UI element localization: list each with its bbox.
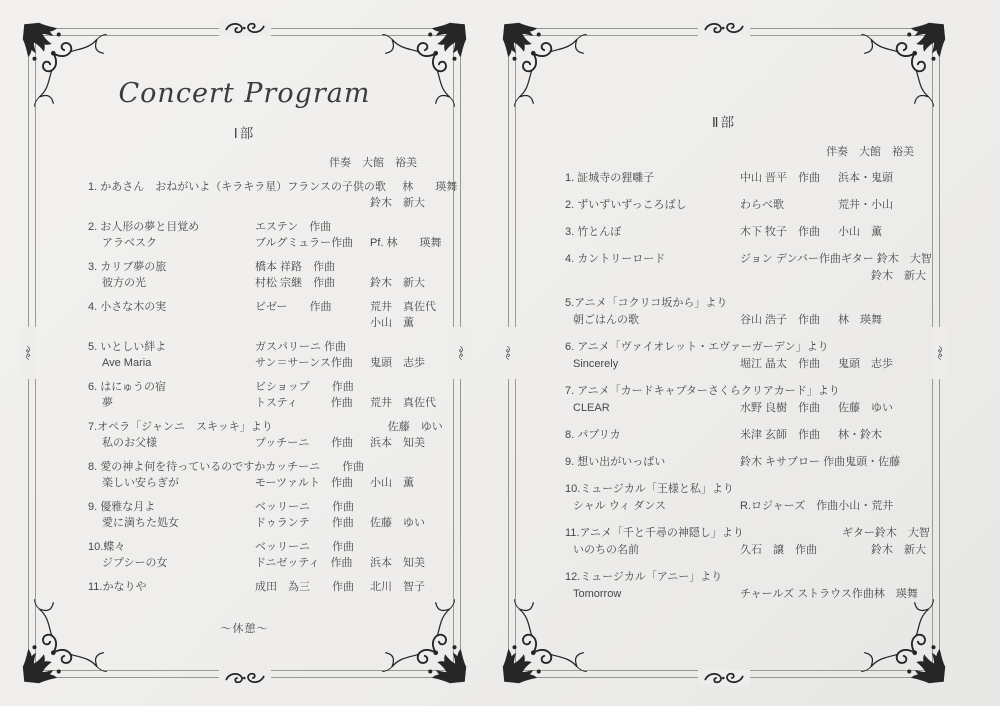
scroll-ornament-icon (698, 670, 750, 686)
program-line (88, 275, 457, 291)
composer-name: フランスの子供の歌 (287, 181, 386, 193)
program-line (565, 356, 936, 373)
composer-name: エステン 作曲 (255, 221, 332, 233)
composer-name: 谷山 浩子 作曲 (740, 314, 821, 326)
composer-name: トスティ 作曲 (255, 397, 353, 409)
program-line (88, 435, 457, 451)
song-title: 2. ずいずいずっころばし (565, 199, 687, 211)
composer-name: 水野 良樹 作曲 (740, 402, 821, 414)
program-item (88, 339, 457, 371)
scroll-ornament-icon (219, 670, 271, 686)
program-line (88, 379, 457, 395)
performer-name: 荒井 真佐代 (370, 301, 436, 313)
song-title: 11.アニメ「千と千尋の神隠し」より (565, 527, 744, 539)
program-item (565, 525, 936, 559)
song-title (88, 195, 255, 211)
left-page (28, 28, 461, 678)
song-title: 10.ミュージカル「王様と私」より (565, 483, 734, 495)
composer-name: モーツァルト 作曲 (255, 477, 354, 489)
song-title: 2. お人形の夢と目覚め (88, 221, 200, 233)
section-label-part1: Ⅰ部 (233, 126, 256, 141)
program-item (565, 383, 936, 417)
song-title: アラベスク (102, 237, 157, 249)
program-line (88, 339, 457, 355)
performer-name: 林 瑛舞 (838, 314, 882, 326)
program-line (565, 197, 936, 214)
song-title: 9. 優雅な月よ (88, 501, 156, 513)
program-item (88, 419, 457, 451)
scroll-ornament-icon (500, 327, 516, 379)
performer-name: Pf. 林 瑛舞 (370, 237, 442, 249)
song-title: 楽しい安らぎが (102, 477, 179, 489)
performer-name: 北川 智子 (370, 581, 425, 593)
song-title: 1. かあさん おねがいよ（キラキラ星） (88, 181, 288, 193)
performer-name: 鬼頭・佐藤 (845, 456, 901, 468)
program-line (88, 355, 457, 371)
program-item (565, 427, 936, 444)
program-list-part2 (565, 170, 936, 613)
program-line (88, 459, 457, 475)
program-line (88, 555, 457, 571)
composer-name: ビゼー 作曲 (255, 301, 332, 313)
composer-name: 中山 晋平 作曲 (740, 172, 821, 184)
program-line (88, 235, 457, 251)
composer-name (840, 383, 938, 400)
program-item (565, 295, 936, 329)
performer-name: 浜本・鬼頭 (838, 172, 893, 184)
program-item (565, 251, 936, 285)
song-title: 9. 想い出がいっぱい (565, 456, 666, 468)
song-title: 6. はにゅうの宿 (88, 381, 167, 393)
composer-name: ガスパリーニ 作曲 (255, 341, 347, 353)
performer-name: 鬼頭 志歩 (370, 357, 425, 369)
program-item (88, 579, 457, 595)
performer-name: 林 瑛舞 (402, 181, 458, 193)
performer-name: 鈴木 新大 (838, 270, 926, 282)
composer-name: ドニゼッティ 作曲 (255, 557, 353, 569)
composer-name: 堀江 晶太 作曲 (740, 358, 821, 370)
song-title: 10.蝶々 (88, 541, 126, 553)
program-line (88, 195, 457, 211)
composer-name (740, 268, 838, 285)
song-title: 4. カントリーロード (565, 253, 666, 265)
program-list-part1 (88, 179, 457, 603)
program-line (565, 481, 936, 498)
program-item (88, 379, 457, 411)
program-item (565, 339, 936, 373)
performer-name: 浜本 知美 (370, 437, 425, 449)
song-title: 彼方の光 (102, 277, 146, 289)
program-item (565, 170, 936, 187)
performer-name: 鈴木 新大 (838, 544, 926, 556)
program-line (88, 419, 457, 435)
program-item (565, 224, 936, 241)
program-line (565, 525, 936, 542)
song-title: 11.かなりや (88, 581, 147, 593)
program-item (565, 569, 936, 603)
performer-name: 林 瑛舞 (873, 588, 918, 600)
program-title: Concert Program (118, 78, 371, 109)
composer-name: ドゥランテ 作曲 (255, 517, 354, 529)
program-line (565, 427, 936, 444)
program-line (565, 569, 936, 586)
song-title: 愛に満ちた処女 (102, 517, 179, 529)
accompanist-credit: 伴奏 大館 裕美 (329, 157, 417, 169)
program-line (565, 498, 936, 515)
program-item (88, 259, 457, 291)
program-line (565, 542, 936, 559)
program-line (88, 299, 457, 315)
song-title: 7.オペラ「ジャンニ スキッキ」より (88, 421, 273, 433)
program-item (565, 454, 936, 471)
composer-name: チャールズ ストラウス作曲 (740, 588, 874, 600)
composer-name: プッチーニ 作曲 (255, 437, 354, 449)
song-title: Ave Maria (102, 357, 152, 369)
program-item (565, 481, 936, 515)
program-line (565, 295, 936, 312)
program-line (88, 259, 457, 275)
program-line (88, 395, 457, 411)
song-title: 5. いとしい絆よ (88, 341, 167, 353)
song-title: CLEAR (573, 402, 610, 414)
song-title: 8. パプリカ (565, 429, 621, 441)
program-line (565, 224, 936, 241)
composer-name: サン＝サーンス作曲 (255, 357, 353, 369)
song-title: Tomorrow (573, 588, 622, 600)
song-title: 夢 (102, 397, 113, 409)
composer-name: ビショップ 作曲 (255, 381, 354, 393)
composer-name: ブルグミュラー作曲 (255, 237, 354, 249)
program-item (88, 539, 457, 571)
song-title: 6. アニメ「ヴァイオレット・エヴァーガーデン」より (565, 341, 829, 353)
song-title: 3. カリブ夢の旅 (88, 261, 167, 273)
program-item (565, 197, 936, 214)
program-line (565, 339, 936, 356)
song-title (88, 315, 255, 331)
song-title: 1. 証城寺の狸囃子 (565, 172, 655, 184)
program-line (88, 315, 457, 331)
program-item (88, 179, 457, 211)
composer-name: ベッリーニ 作曲 (255, 541, 354, 553)
performer-name: 荒井 真佐代 (370, 397, 436, 409)
composer-name (255, 315, 370, 331)
performer-name: 小山 薫 (370, 317, 414, 329)
composer-name: 村松 宗継 作曲 (255, 277, 336, 289)
composer-name (744, 525, 842, 542)
composer-name (740, 569, 838, 586)
composer-name (740, 295, 838, 312)
section-label-part2: Ⅱ部 (711, 115, 737, 130)
program-line (88, 579, 457, 595)
program-line (88, 219, 457, 235)
program-line (88, 499, 457, 515)
composer-name: 久石 譲 作曲 (740, 544, 817, 556)
song-title: 8. 愛の神よ何を待っているのですか (88, 461, 266, 473)
accompanist-credit: 伴奏 大館 裕美 (826, 146, 914, 158)
performer-name: 鈴木 新大 (370, 277, 425, 289)
program-line (565, 312, 936, 329)
performer-name: 鬼頭 志歩 (838, 358, 893, 370)
song-title: 12.ミュージカル「アニー」より (565, 571, 723, 583)
song-title: いのちの名前 (573, 544, 639, 556)
composer-name: わらべ歌 (740, 199, 784, 211)
composer-name: R.ロジャーズ 作曲 (740, 500, 839, 512)
program-line (565, 268, 936, 285)
program-line (88, 179, 457, 195)
song-title: 3. 竹とんぼ (565, 226, 622, 238)
program-line (565, 586, 936, 603)
performer-name: 浜本 知美 (370, 557, 425, 569)
program-item (88, 219, 457, 251)
composer-name: ベッリーニ 作曲 (255, 501, 354, 513)
scroll-ornament-icon (20, 327, 36, 379)
song-title: 7. アニメ「カードキャプターさくらクリアカード」より (565, 385, 840, 397)
program-item (88, 499, 457, 531)
composer-name (273, 419, 388, 435)
program-item (88, 299, 457, 331)
song-title: Sincerely (573, 358, 619, 370)
composer-name: 橋本 祥路 作曲 (255, 261, 336, 273)
program-line (565, 400, 936, 417)
program-line (88, 475, 457, 491)
program-line (88, 539, 457, 555)
song-title (565, 268, 740, 285)
song-title: ジプシーの女 (102, 557, 168, 569)
composer-name: 成田 為三 作曲 (255, 581, 354, 593)
song-title: 私のお父様 (102, 437, 157, 449)
song-title: 4. 小さな木の実 (88, 301, 167, 313)
performer-name: ギター鈴木 大智 (841, 527, 930, 539)
composer-name (829, 339, 927, 356)
composer-name: 鈴木 キサブロー 作曲 (740, 456, 846, 468)
program-line (565, 454, 936, 471)
program-item (88, 459, 457, 491)
composer-name (255, 195, 370, 211)
performer-name: 林・鈴木 (838, 429, 882, 441)
scroll-ornament-icon (219, 20, 271, 36)
composer-name: 木下 牧子 作曲 (740, 226, 821, 238)
composer-name: 米津 玄師 作曲 (740, 429, 821, 441)
composer-name: ジョン デンバー作曲 (740, 253, 841, 265)
performer-name: 佐藤 ゆい (838, 402, 893, 414)
program-line (565, 251, 936, 268)
performer-name: 佐藤 ゆい (370, 517, 425, 529)
composer-name: カッチーニ 作曲 (265, 461, 365, 473)
performer-name: 佐藤 ゆい (387, 421, 443, 433)
performer-name: 小山 薫 (838, 226, 882, 238)
performer-name: 鈴木 新大 (370, 197, 425, 209)
program-line (565, 170, 936, 187)
right-page (508, 28, 940, 678)
program-line (565, 383, 936, 400)
song-title: 5.アニメ「コクリコ坂から」より (565, 297, 728, 309)
intermission-note: ～休憩～ (220, 623, 269, 635)
song-title: 朝ごはんの歌 (573, 314, 639, 326)
song-title: シャル ウィ ダンス (573, 500, 667, 512)
scroll-ornament-icon (698, 20, 750, 36)
performer-name: ギター 鈴木 大智 (840, 253, 932, 265)
composer-name (740, 481, 838, 498)
performer-name: 小山 薫 (370, 477, 414, 489)
performer-name: 小山・荒井 (838, 500, 894, 512)
program-line (88, 515, 457, 531)
performer-name: 荒井・小山 (838, 199, 893, 211)
